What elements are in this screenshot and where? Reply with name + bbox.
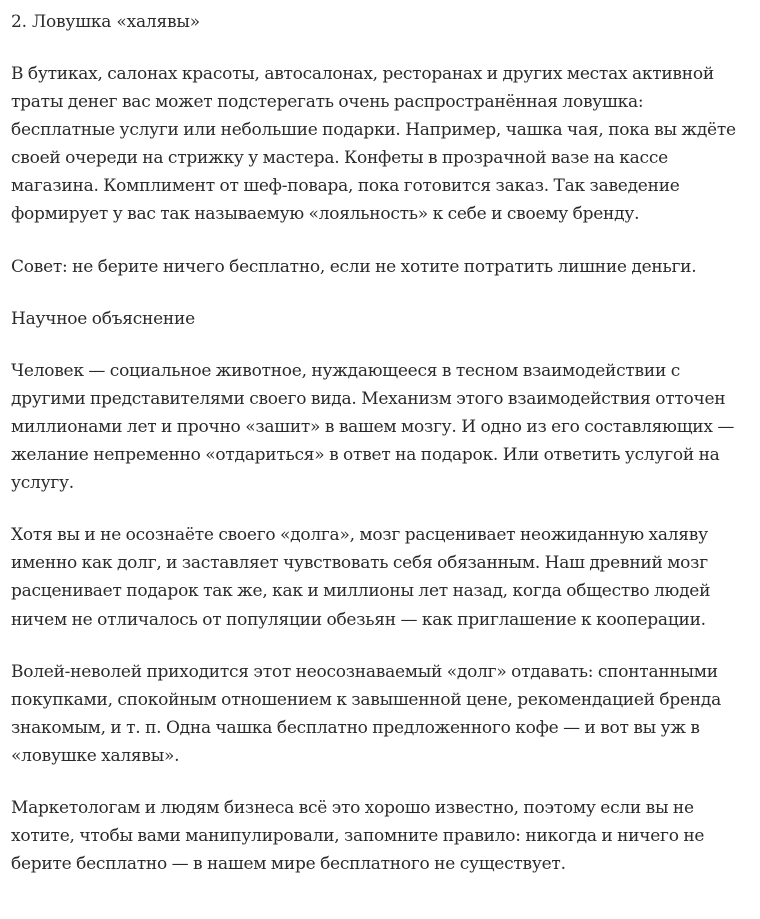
section-heading: 2. Ловушка «халявы»: [11, 12, 200, 32]
paragraph-intro: В бутиках, салонах красоты, автосалонах, ресторанах и других местах активной траты денег вас может подстерегать очень распространённая ловушка: бесплатные услуги или небольшие подарки. Например, чашка чая, пока вы ждёте своей очереди на стрижку у мастера. Конфеты в прозрачной вазе на кассе магазина. Комплимент от шеф-повара, пока готовится заказ. Так заведение формирует у вас так называемую «лояльность» к себе и своему бренду.: [11, 64, 736, 225]
paragraph-social-animal: Человек — социальное животное, нуждающееся в тесном взаимодействии с другими представителями своего вида. Механизм этого взаимодействия отточен миллионами лет и прочно «зашит» в вашем мозгу. И одно из его составляющих — желание непременно «отдариться» в ответ на подарок. Или ответить услугой на услугу.: [11, 360, 735, 494]
paragraph-advice: Совет: не берите ничего бесплатно, если не хотите потратить лишние деньги.: [11, 256, 697, 277]
paragraph-repayment: Волей-неволей приходится этот неосознаваемый «долг» отдавать: спонтанными покупками, спокойным отношением к завышенной цене, рекомендацией бренда знакомым, и т. п. Одна чашка бесплатно предложенного кофе — и вот вы уж в «ловушке халявы».: [11, 661, 721, 766]
subheading-scientific-explanation: Научное объяснение: [11, 308, 195, 329]
paragraph-debt: Хотя вы и не осознаёте своего «долга», мозг расценивает неожиданную халяву именно как долг, и заставляет чувствовать себя обязанным. Наш древний мозг расценивает подарок так же, как и миллионы лет назад, когда общество людей ничем не отличалось от популяции обезьян — как приглашение к кооперации.: [11, 525, 711, 630]
paragraph-conclusion: Маркетологам и людям бизнеса всё это хорошо известно, поэтому если вы не хотите, чтобы вами манипулировали, запомните правило: никогда и ничего не берите бесплатно — в нашем мире бесплатного не существует.: [11, 797, 705, 875]
